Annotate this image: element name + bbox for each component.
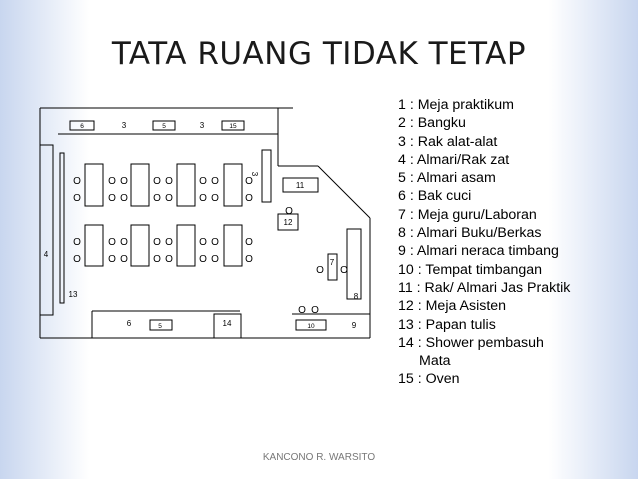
bangku-seat: O <box>245 193 253 204</box>
label-meja-guru: 7 <box>329 258 335 267</box>
bangku-seat: O <box>199 237 207 248</box>
bangku-seat: O <box>211 176 219 187</box>
bangku-seat: O <box>311 305 319 316</box>
page-title: TATA RUANG TIDAK TETAP <box>111 36 527 72</box>
bangku-seat: O <box>108 176 116 187</box>
legend-item: 10 : Tempat timbangan <box>398 261 543 278</box>
wall-diagonal <box>318 166 370 218</box>
bangku-seat: O <box>120 237 128 248</box>
label-rak-alat-a: 3 <box>121 121 127 130</box>
label-rak-jas: 11 <box>295 181 305 190</box>
meja-praktikum <box>85 164 103 206</box>
bangku-seat: O <box>108 193 116 204</box>
bangku-seat: O <box>120 176 128 187</box>
label-almari-buku: 8 <box>353 292 359 301</box>
bangku-seat: O <box>73 237 81 248</box>
legend-item: 6 : Bak cuci <box>398 188 472 205</box>
box-almari-buku <box>347 229 361 299</box>
label-almari-asam-bottom: 5 <box>158 323 162 330</box>
legend-item: 9 : Almari neraca timbang <box>398 243 559 260</box>
bangku-seat: O <box>298 305 306 316</box>
bangku-seat: O <box>73 176 81 187</box>
bangku-seat: O <box>73 254 81 265</box>
label-tempat-timbangan: 10 <box>307 323 315 330</box>
bangku-seat: O <box>165 254 173 265</box>
bangku-seat: O <box>211 254 219 265</box>
meja-praktikum <box>85 225 103 266</box>
legend-item: 3 : Rak alat-alat <box>398 133 498 150</box>
label-almari-asam-top: 5 <box>162 123 166 130</box>
meja-praktikum <box>224 225 242 266</box>
bangku-seat: O <box>73 193 81 204</box>
bangku-seat: O <box>153 176 161 187</box>
bangku-seat: O <box>120 193 128 204</box>
bangku-seat: O <box>153 237 161 248</box>
label-meja-asisten: 12 <box>283 218 293 227</box>
meja-praktikum <box>177 225 195 266</box>
bangku-seat: O <box>211 193 219 204</box>
bangku-seat: O <box>165 176 173 187</box>
legend-item: 4 : Almari/Rak zat <box>398 151 510 168</box>
meja-praktikum <box>131 225 149 266</box>
meja-praktikum <box>224 164 242 206</box>
legend-item: 12 : Meja Asisten <box>398 298 507 315</box>
footer-author: KANCONO R. WARSITO <box>262 452 376 463</box>
label-shower: 14 <box>222 319 232 328</box>
bangku-seat: O <box>316 265 324 276</box>
label-papan-tulis: 13 <box>68 290 78 299</box>
label-bak-cuci-top: 6 <box>80 123 84 130</box>
label-rak-alat-b: 3 <box>199 121 205 130</box>
bangku-seat: O <box>165 193 173 204</box>
meja-praktikum <box>131 164 149 206</box>
bangku-seat: O <box>199 254 207 265</box>
bangku-seat: O <box>153 193 161 204</box>
bangku-seat: O <box>199 176 207 187</box>
bangku-seat: O <box>245 254 253 265</box>
bangku-seat: O <box>285 206 293 217</box>
legend <box>398 96 570 389</box>
label-almari-neraca: 9 <box>351 321 357 330</box>
legend-item: 5 : Almari asam <box>398 170 496 187</box>
bangku-seat: O <box>153 254 161 265</box>
bangku-seat: O <box>108 254 116 265</box>
label-almari-zat: 4 <box>43 250 49 259</box>
legend-item: 13 : Papan tulis <box>398 316 496 333</box>
box-papan-tulis <box>60 153 64 303</box>
legend-item: 11 : Rak/ Almari Jas Praktik <box>398 279 571 296</box>
bangku-seat: O <box>165 237 173 248</box>
label-bak-cuci-bottom: 6 <box>126 319 132 328</box>
bangku-seat: O <box>199 193 207 204</box>
bangku-seat: O <box>211 237 219 248</box>
legend-item: Mata <box>419 353 451 370</box>
box-rak-alat-side <box>262 150 271 202</box>
bangku-seat: O <box>120 254 128 265</box>
legend-item: 15 : Oven <box>398 371 460 388</box>
label-rak-alat-side: 3 <box>250 171 259 177</box>
legend-item: 1 : Meja praktikum <box>398 97 514 113</box>
bangku-seat: O <box>108 237 116 248</box>
bangku-seat: O <box>340 265 348 276</box>
bangku-seat: O <box>245 237 253 248</box>
legend-item: 8 : Almari Buku/Berkas <box>398 225 542 242</box>
legend-item: 2 : Bangku <box>398 115 466 132</box>
box-almari-zat <box>40 145 53 315</box>
bangku-seat: O <box>245 176 253 187</box>
legend-item: 7 : Meja guru/Laboran <box>398 206 537 223</box>
meja-praktikum <box>177 164 195 206</box>
label-oven: 15 <box>229 123 237 130</box>
legend-item: 14 : Shower pembasuh <box>398 334 544 351</box>
